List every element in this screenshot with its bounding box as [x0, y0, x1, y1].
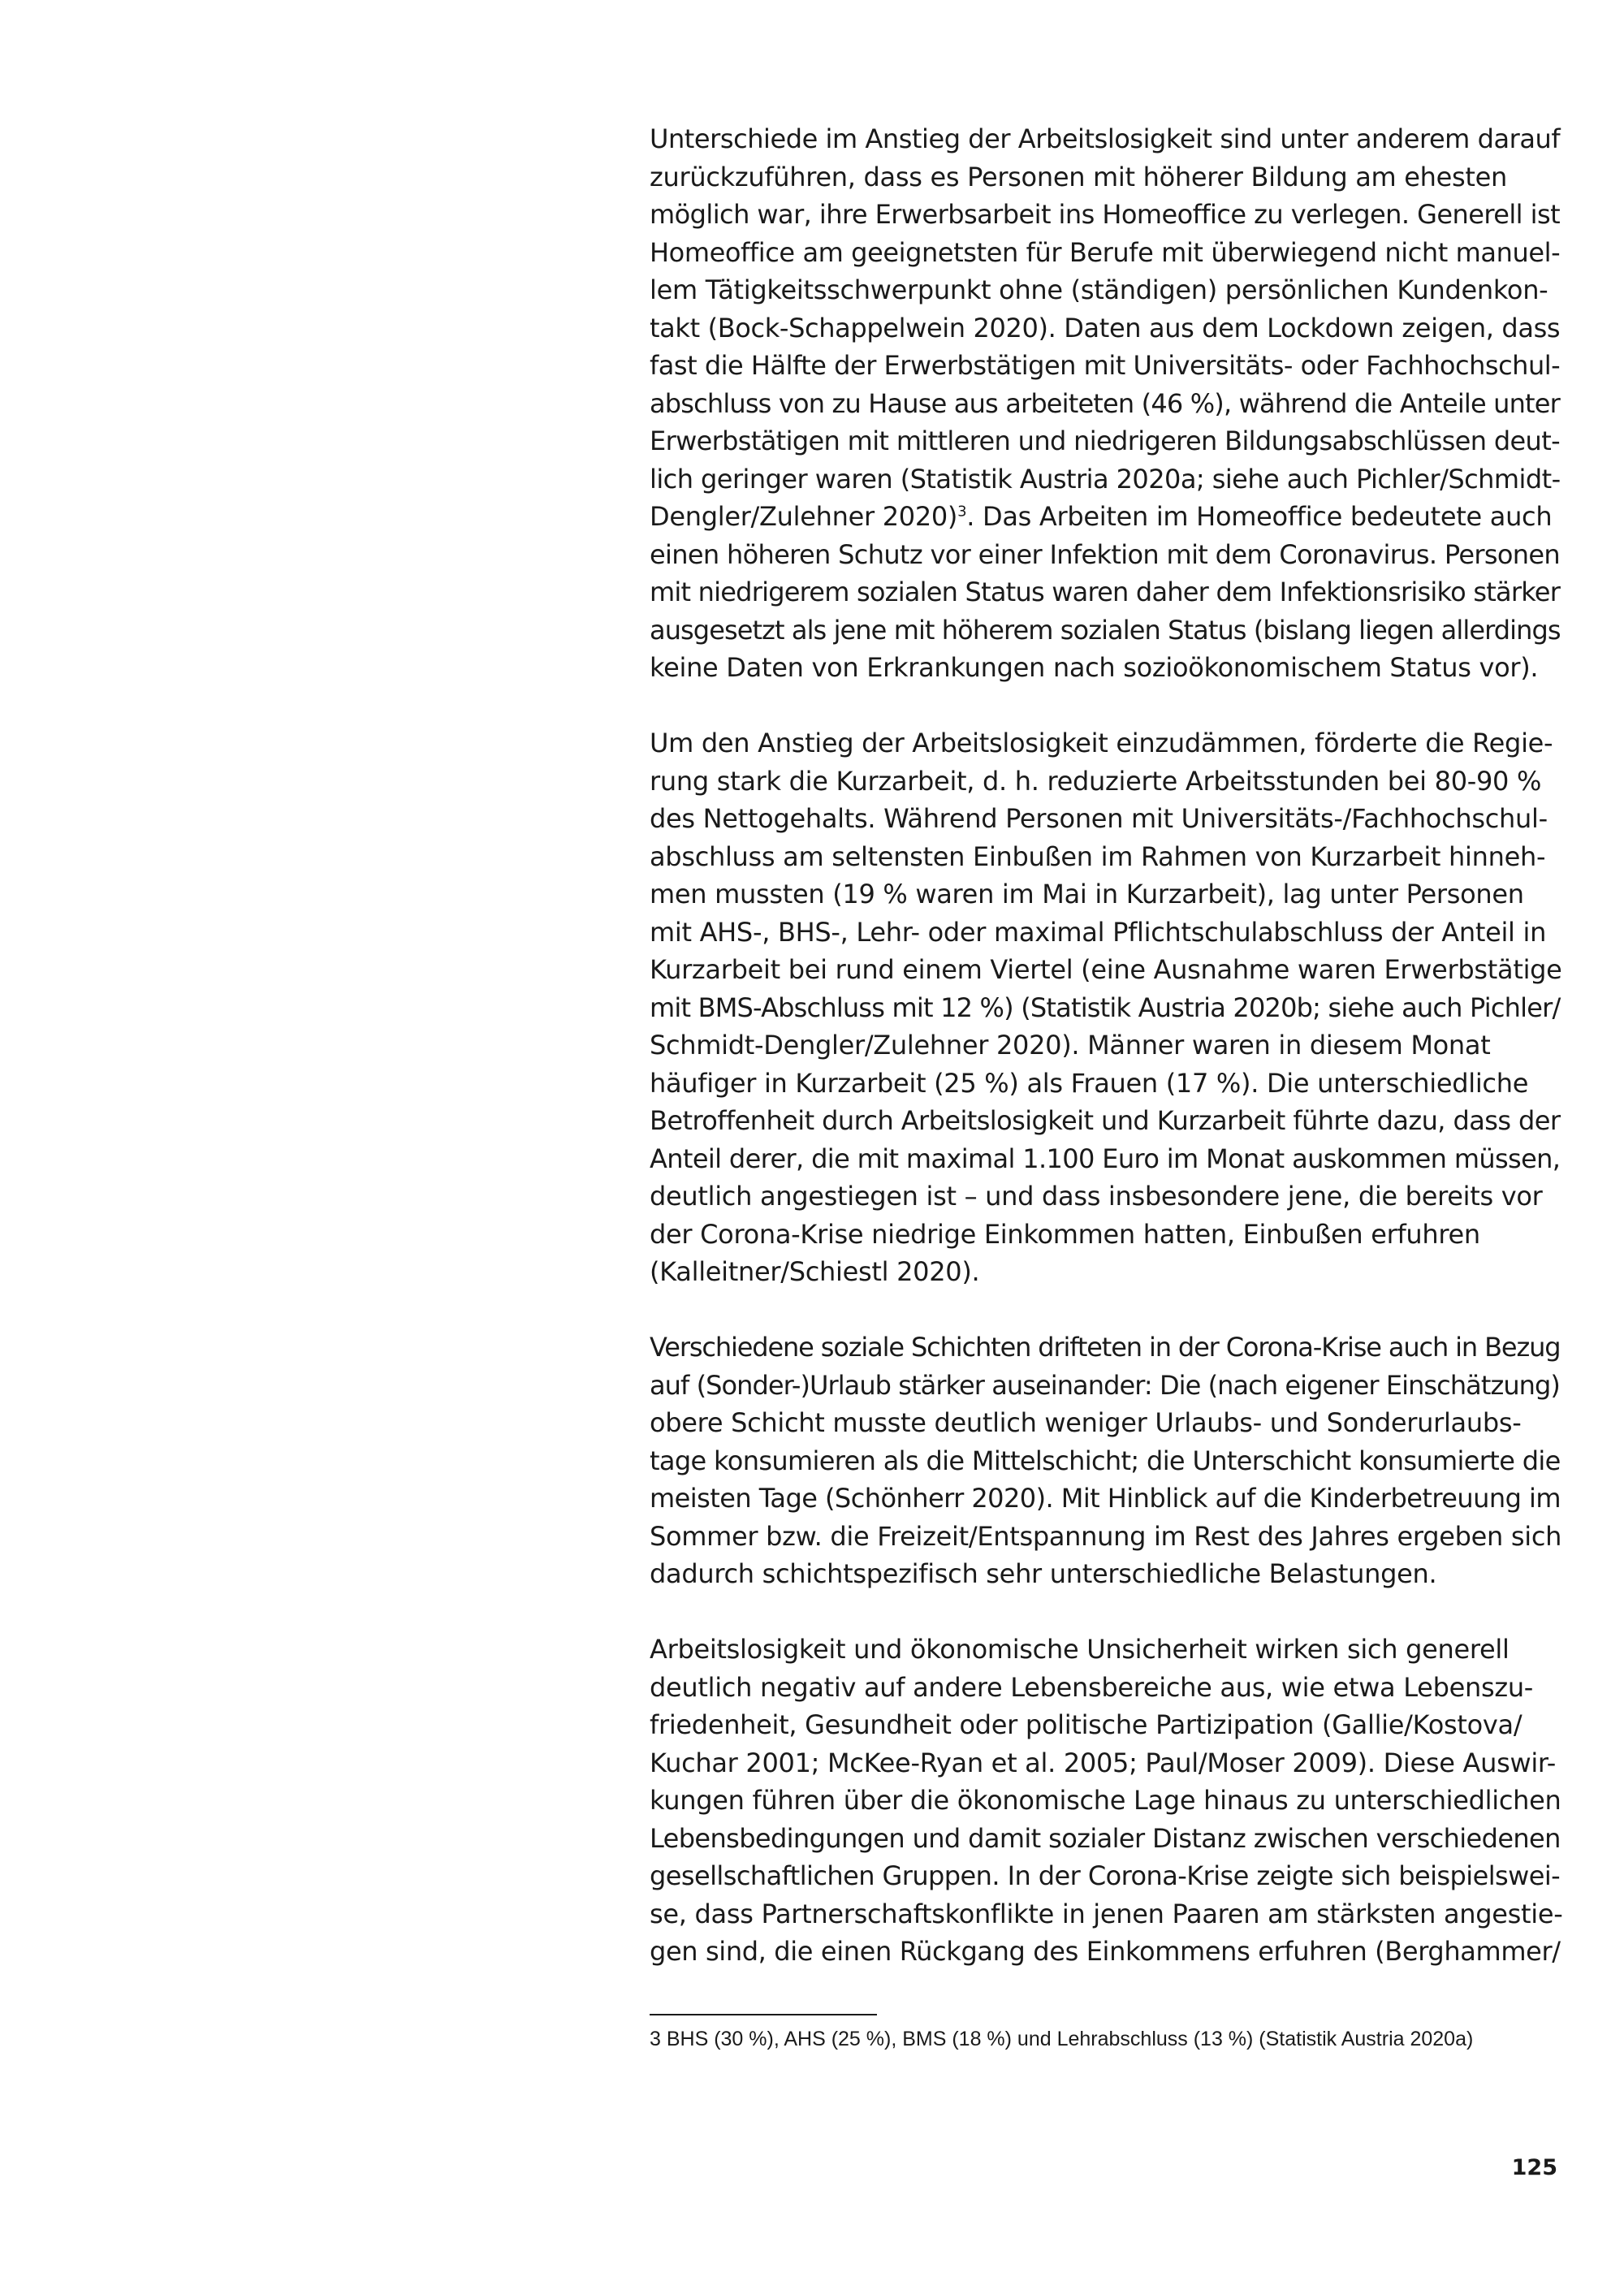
text-line: Verschiedene soziale Schichten drifteten in der Corona-Krise auch in Bezug: [650, 1332, 1561, 1363]
text-line: deutlich angestiegen ist – und dass insbesondere jene, die bereits vor: [650, 1181, 1543, 1212]
text-line: Anteil derer, die mit maximal 1.100 Euro im Monat auskommen müssen,: [650, 1143, 1561, 1174]
text-line: se, dass Partnerschaftskonflikte in jenen Paaren am stärksten angestie-: [650, 1898, 1563, 1929]
paragraph-4: [650, 1631, 1563, 1971]
page-number: 125: [1511, 2155, 1557, 2180]
text-line: Arbeitslosigkeit und ökonomische Unsicherheit wirken sich generell: [650, 1634, 1510, 1665]
text-line: gesellschaftlichen Gruppen. In der Corona-Krise zeigte sich beispielswei-: [650, 1860, 1561, 1891]
text-line: mit BMS-Abschluss mit 12 %) (Statistik Austria 2020b; siehe auch Pichler/: [650, 991, 1561, 1023]
text-line-with-footnote-ref: [650, 498, 1563, 536]
text-line: lem Tätigkeitsschwerpunkt ohne (ständigen) persönlichen Kundenkon-: [650, 274, 1548, 305]
text-line: einen höheren Schutz vor einer Infektion mit dem Coronavirus. Personen: [650, 538, 1561, 570]
footnote-reference: 3: [957, 503, 967, 521]
text-line: Lebensbedingungen und damit sozialer Distanz zwischen verschiedenen: [650, 1822, 1561, 1854]
text-segment: Dengler/Zulehner 2020): [650, 501, 958, 532]
text-segment: . Das Arbeiten im Homeoffice bedeutete auch: [966, 501, 1553, 532]
text-line: ausgesetzt als jene mit höherem sozialen Status (bislang liegen allerdings: [650, 614, 1561, 646]
text-line: möglich war, ihre Erwerbsarbeit ins Homeoffice zu verlegen. Generell ist: [650, 199, 1561, 230]
text-line: friedenheit, Gesundheit oder politische Partizipation (Gallie/Kostova/: [650, 1709, 1522, 1740]
text-line: dadurch schichtspezifisch sehr unterschiedliche Belastungen.: [650, 1558, 1437, 1589]
paragraph-2: [650, 724, 1563, 1291]
text-line: fast die Hälfte der Erwerbstätigen mit Universitäts- oder Fachhochschul-: [650, 350, 1561, 381]
text-line: deutlich negativ auf andere Lebensbereiche aus, wie etwa Lebenszu-: [650, 1671, 1534, 1703]
text-line: takt (Bock-Schappelwein 2020). Daten aus dem Lockdown zeigen, dass: [650, 312, 1561, 343]
text-line: meisten Tage (Schönherr 2020). Mit Hinblick auf die Kinderbetreuung im: [650, 1483, 1561, 1514]
text-line: mit niedrigerem sozialen Status waren daher dem Infektionsrisiko stärker: [650, 577, 1561, 607]
text-line: obere Schicht musste deutlich weniger Urlaubs- und Sonderurlaubs-: [650, 1407, 1522, 1438]
text-line: Kuchar 2001; McKee-Ryan et al. 2005; Paul/Moser 2009). Diese Auswir-: [650, 1747, 1556, 1778]
text-line: Um den Anstieg der Arbeitslosigkeit einzudämmen, förderte die Regie-: [650, 728, 1553, 758]
text-line: auf (Sonder-)Urlaub stärker auseinander: Die (nach eigener Einschätzung): [650, 1369, 1560, 1401]
text-line: mit AHS-, BHS-, Lehr- oder maximal Pflichtschulabschluss der Anteil in: [650, 916, 1547, 948]
paragraph-gap: [650, 1291, 1563, 1329]
text-line: des Nettogehalts. Während Personen mit Universitäts-/Fachhochschul-: [650, 803, 1548, 834]
text-line: der Corona-Krise niedrige Einkommen hatten, Einbußen erfuhren: [650, 1218, 1480, 1250]
footnote-3: 3 BHS (30 %), AHS (25 %), BMS (18 %) und Lehrabschluss (13 %) (Statistik Austria 2020a): [650, 2028, 1474, 2050]
text-line: Unterschiede im Anstieg der Arbeitslosigkeit sind unter anderem darauf: [650, 123, 1561, 154]
text-line: gen sind, die einen Rückgang des Einkommens erfuhren (Berghammer/: [650, 1936, 1561, 1967]
body-text: [650, 120, 1563, 1971]
text-line: lich geringer waren (Statistik Austria 2020a; siehe auch Pichler/Schmidt-: [650, 463, 1561, 495]
text-line: tage konsumieren als die Mittelschicht; die Unterschicht konsumierte die: [650, 1445, 1561, 1476]
paragraph-1: [650, 120, 1563, 687]
text-line: häufiger in Kurzarbeit (25 %) als Frauen (17 %). Die unterschiedliche: [650, 1067, 1529, 1099]
text-line: (Kalleitner/Schiestl 2020).: [650, 1256, 980, 1287]
text-line: men mussten (19 % waren im Mai in Kurzarbeit), lag unter Personen: [650, 879, 1524, 909]
text-line: rung stark die Kurzarbeit, d. h. reduzierte Arbeitsstunden bei 80-90 %: [650, 765, 1542, 797]
text-line: Sommer bzw. die Freizeit/Entspannung im Rest des Jahres ergeben sich: [650, 1520, 1562, 1552]
text-line: keine Daten von Erkrankungen nach sozioökonomischem Status vor).: [650, 652, 1539, 683]
text-line: abschluss am seltensten Einbußen im Rahmen von Kurzarbeit hinneh-: [650, 840, 1546, 872]
text-line: kungen führen über die ökonomische Lage hinaus zu unterschiedlichen: [650, 1785, 1561, 1816]
text-line: Erwerbstätigen mit mittleren und niedrigeren Bildungsabschlüssen deut-: [650, 426, 1560, 456]
text-line: Homeoffice am geeignetsten für Berufe mit überwiegend nicht manuel-: [650, 236, 1561, 268]
text-line: Schmidt-Dengler/Zulehner 2020). Männer waren in diesem Monat: [650, 1030, 1491, 1061]
footnote-divider: [650, 2014, 877, 2015]
text-line: abschluss von zu Hause aus arbeiteten (46 %), während die Anteile unter: [650, 387, 1560, 419]
paragraph-3: [650, 1328, 1563, 1593]
paragraph-gap: [650, 1593, 1563, 1631]
text-line: Betroffenheit durch Arbeitslosigkeit und Kurzarbeit führte dazu, dass der: [650, 1105, 1561, 1136]
text-line: Kurzarbeit bei rund einem Viertel (eine Ausnahme waren Erwerbstätige: [650, 954, 1562, 985]
text-line: zurückzuführen, dass es Personen mit höherer Bildung am ehesten: [650, 161, 1508, 192]
paragraph-gap: [650, 687, 1563, 725]
